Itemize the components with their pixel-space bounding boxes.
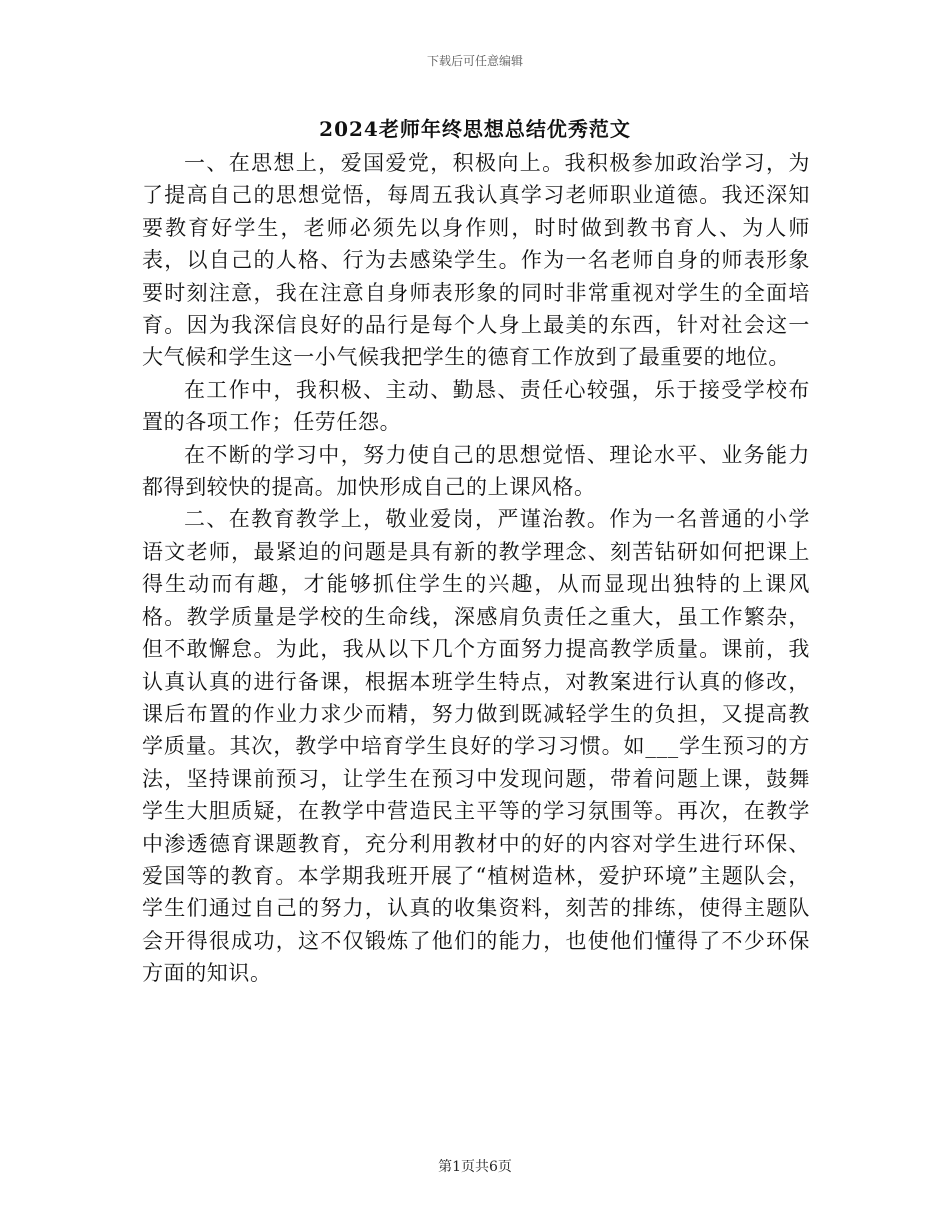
paragraph-1: 一、在思想上，爱国爱党，积极向上。我积极参加政治学习，为了提高自己的思想觉悟，每周五我认真学习老师职业道德。我还深知要教育好学生，老师必须先以身作则，时时做到教书育人、为人师表，以自己的人格、行为去感染学生。作为一名老师自身的师表形象要时刻注意，我在注意自身师表形象的同时非常重视对学生的全面培育。因为我深信良好的品行是每个人身上最美的东西，针对社会这一大气候和学生这一小气候我把学生的德育工作放到了最重要的地位。 <box>142 151 810 370</box>
paragraph-3: 在不断的学习中，努力使自己的思想觉悟、理论水平、业务能力都得到较快的提高。加快形成自己的上课风格。 <box>142 442 810 500</box>
document-title: 2024老师年终思想总结优秀范文 <box>319 117 631 141</box>
page-number-footer: 第1页共6页 <box>438 1159 512 1175</box>
header-note: 下载后可任意编辑 <box>426 54 523 68</box>
document-body <box>142 147 810 990</box>
paragraph-2: 在工作中，我积极、主动、勤恳、责任心较强，乐于接受学校布置的各项工作；任劳任怨。 <box>142 377 810 435</box>
paragraph-4: 二、在教育教学上，敬业爱岗，严谨治教。作为一名普通的小学语文老师，最紧迫的问题是具有新的教学理念、刻苦钻研如何把课上得生动而有趣，才能够抓住学生的兴趣，从而显现出独特的上课风格。教学质量是学校的生命线，深感肩负责任之重大，虽工作繁杂，但不敢懈怠。为此，我从以下几个方面努力提高教学质量。课前，我认真认真的进行备课，根据本班学生特点，对教案进行认真的修改，课后布置的作业力求少而精，努力做到既减轻学生的负担，又提高教学质量。其次，教学中培育学生良好的学习习惯。如___学生预习的方法，坚持课前预习，让学生在预习中发现问题，带着问题上课，鼓舞学生大胆质疑，在教学中营造民主平等的学习氛围等。再次，在教学中渗透德育课题教育，充分利用教材中的好的内容对学生进行环保、爱国等的教育。本学期我班开展了“植树造林，爱护环境”主题队会，学生们通过自己的努力，认真的收集资料，刻苦的排练，使得主题队会开得很成功，这不仅锻炼了他们的能力，也使他们懂得了不少环保方面的知识。 <box>142 507 810 986</box>
